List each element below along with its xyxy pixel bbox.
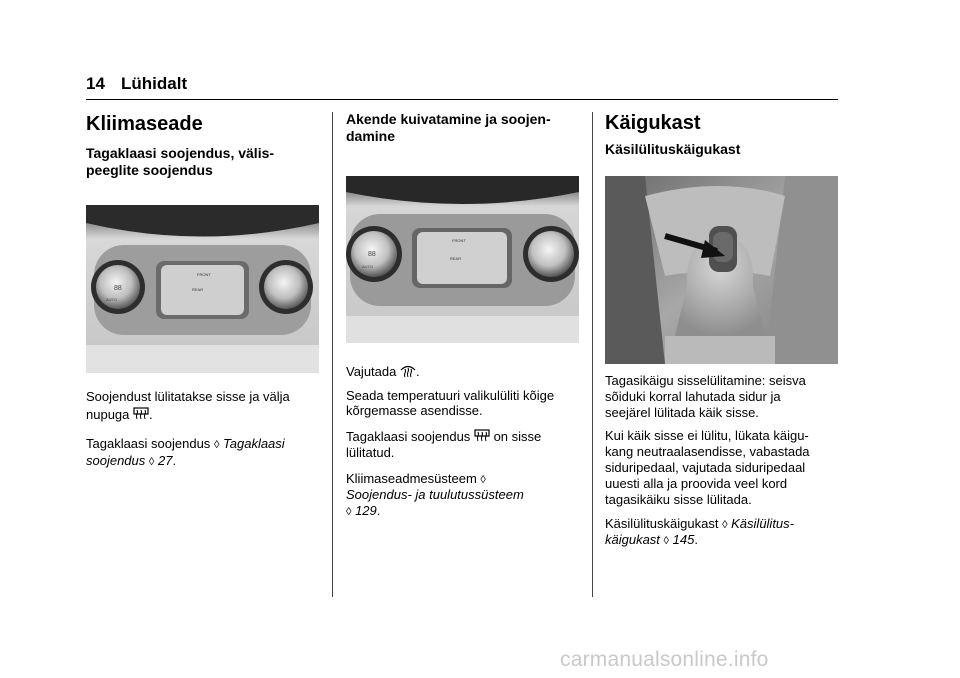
page-ref-arrow-icon-3: ◊ [663,535,669,547]
col1-para1-text: nupuga [86,407,130,422]
front-defrost-icon [400,364,416,378]
col2-para1 [346,364,420,380]
col1-para2-page[interactable]: 27 [157,453,173,468]
rear-label-1: REAR [192,287,204,292]
col3-para1-line2: sõiduki korral lahutada sidur ja [605,389,781,404]
temp-readout-1: 88 [114,285,122,292]
col3-para2-line1: Kui käik sisse ei lülitu, lükata käigu- [605,428,809,443]
rear-defrost-icon [133,407,149,421]
auto-label-2: AUTO [362,264,374,269]
subsection-rear-heat-line1: Tagaklaasi soojendus, välis- [86,145,275,161]
col1-para2-ref[interactable]: Tagaklaasi [223,436,285,451]
subsection-defog-line2: damine [346,128,396,144]
col3-para1-line3: seejärel lülitada käik sisse. [605,405,759,420]
col2-para4-line3 [346,503,380,520]
col1-para2-text: Tagaklaasi soojendus [86,436,211,451]
col3-para2-line5: tagasikäiku sisse lülitada. [605,492,752,507]
col2-para2-line2: kõrgemasse asendisse. [346,403,483,418]
col3-para2-line3: siduripedaal, vajutada siduripedaal [605,460,806,475]
page-ref-arrow-icon-2: ◊ [346,506,352,518]
col3-para3-line2 [605,532,698,549]
col3-para1-line1: Tagasikäigu sisselülitamine: seisva [605,373,806,388]
page-number: 14 [86,74,105,93]
subsection-rear-heat-line2: peeglite soojendus [86,162,213,178]
col1-para2-line1 [86,436,285,453]
page-ref-arrow-icon: ◊ [148,456,155,468]
col1-para2-ref-cont[interactable]: soojendus [86,453,146,468]
col3-para3-ref-cont[interactable]: käigukast [605,532,660,547]
col2-para2-line1: Seada temperatuuri valikulüliti kõige [346,388,555,403]
col3-para2-line4: uuesti alla ja proovida veel kord [605,476,788,491]
col2-para4-text: Kliimaseadmesüsteem [346,471,477,486]
column-divider-2 [592,112,593,597]
front-label-2: FRONT [452,238,466,243]
gear-shift-photo [605,176,838,364]
page-header-title: Lühidalt [121,74,188,93]
col1-para1-end: . [149,407,153,422]
front-label-1: FRONT [197,272,211,277]
climate-panel-photo-1 [86,205,319,373]
col2-para4-end: . [376,503,381,518]
col2-para4-line1 [346,471,486,488]
col2-para3-text-b: on sisse [493,429,542,444]
col3-para3-line1 [605,516,794,533]
section-title-climate: Kliimaseade [86,113,203,135]
col2-para1-text: Vajutada [346,364,397,379]
col1-para2-line2 [86,453,176,470]
col3-para3-ref[interactable]: Käsilülitus- [731,516,794,531]
col2-para4-page[interactable]: 129 [355,503,377,518]
col3-para3-end: . [694,532,698,547]
header-rule [86,99,838,100]
rear-defrost-icon-2 [474,429,490,443]
climate-panel-photo-2 [346,176,579,343]
column-divider-1 [332,112,333,597]
auto-label-1: AUTO [106,297,118,302]
col3-para2-line2: kang neutraalasendisse, vabastada [605,444,810,459]
subsection-manual-transmission: Käsilülituskäigukast [605,141,741,157]
reference-arrow-icon-3: ◊ [722,519,728,531]
col2-para4-ref[interactable]: Soojendus- ja tuulutussüsteem [346,487,524,502]
col2-para1-end: . [415,364,420,379]
watermark: carmanualsonline.info [560,648,769,671]
section-title-transmission: Käigukast [605,112,701,134]
subsection-defog-line1: Akende kuivatamine ja soojen- [346,111,551,127]
col2-para3-line2: lülitatud. [346,445,395,460]
col1-para1-line1: Soojendust lülitatakse sisse ja välja [86,389,290,404]
temp-readout-2: 88 [368,251,376,258]
col2-para3-text-a: Tagaklaasi soojendus [346,429,471,444]
reference-arrow-icon: ◊ [213,439,220,451]
col1-para1-line2 [86,407,153,423]
col1-para2-end: . [172,453,177,468]
col3-para3-page[interactable]: 145 [672,532,695,547]
reference-arrow-icon-2: ◊ [480,474,486,486]
col2-para3-line1 [346,429,541,445]
rear-label-2: REAR [450,256,462,261]
col3-para3-text: Käsilülituskäigukast [605,516,719,531]
